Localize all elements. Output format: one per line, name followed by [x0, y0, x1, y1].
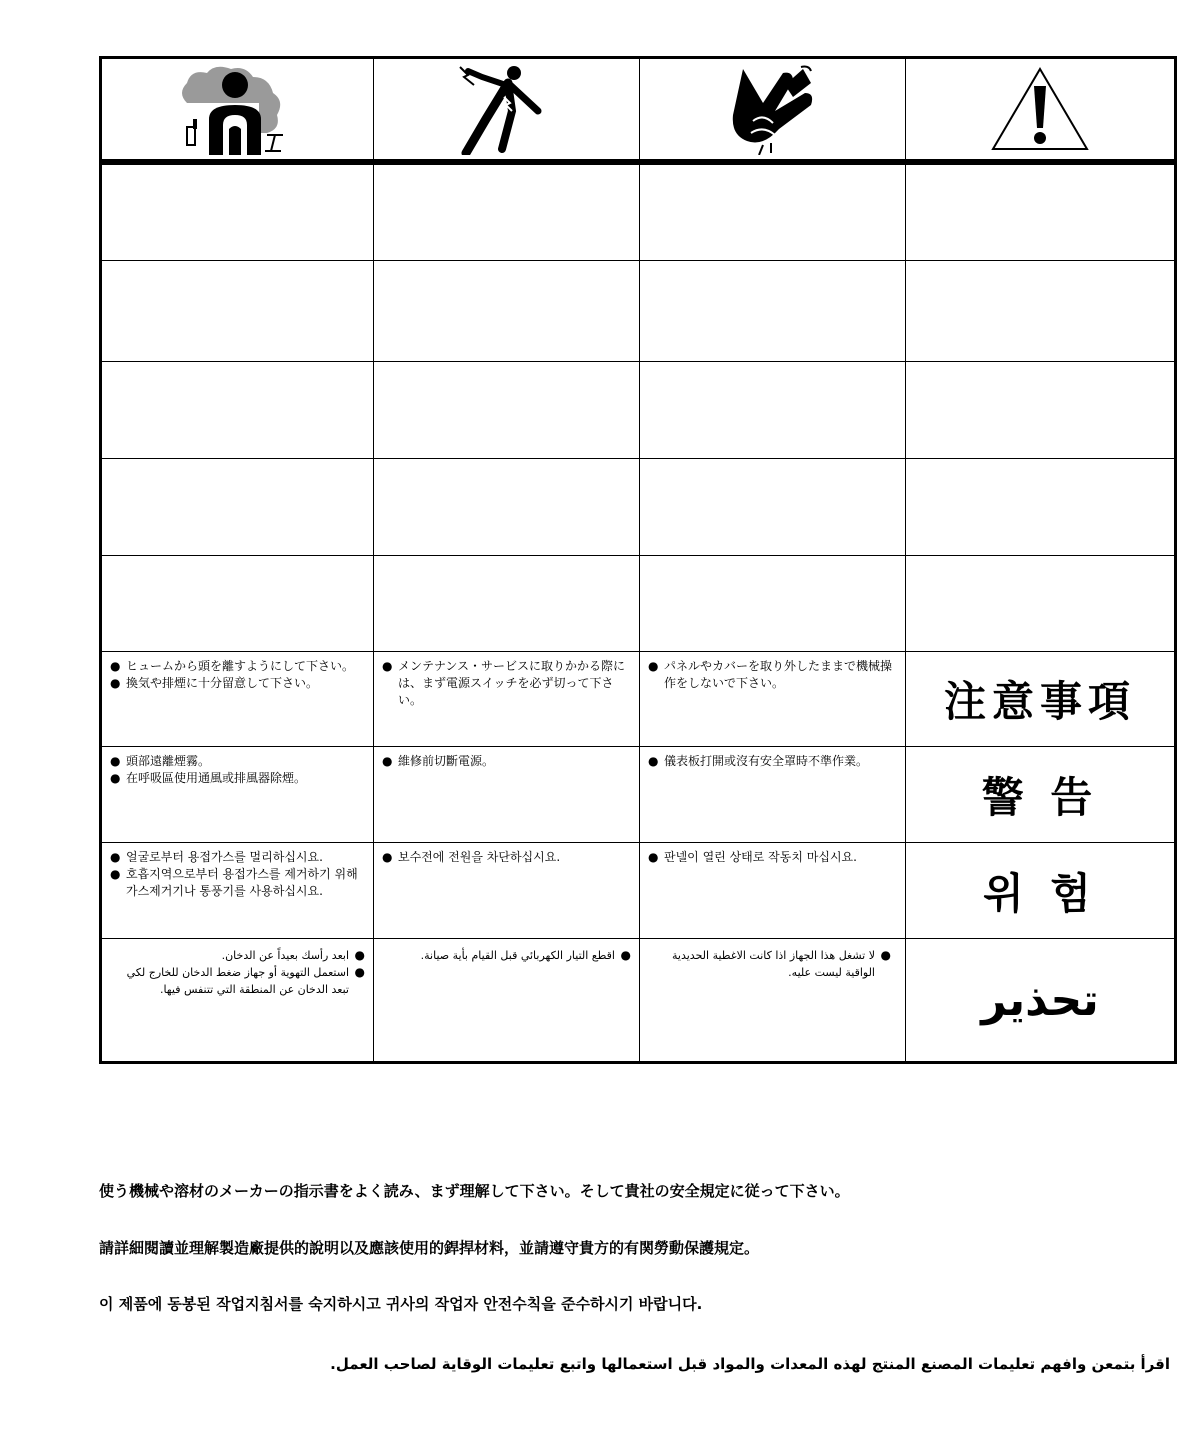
chinese-fumes-cell [102, 747, 374, 842]
empty-cell [906, 556, 1174, 651]
list-item: ● 在呼吸區使用通風或排風器除煙。 [110, 770, 367, 787]
list-item: ● ヒュームから頭を離すようにして下さい。 [110, 658, 367, 675]
korean-hand-cell [640, 843, 906, 938]
footer-chinese: 請詳細閱讀並理解製造廠提供的說明以及應該使用的銲捍材料，並請遵守貴方的有関勞動保護規定。 [99, 1239, 760, 1257]
list-item: ● パネルやカバーを取り外したままで機械操作をしないで下さい。 [648, 658, 899, 692]
list-item: ● 儀表板打開或沒有安全罩時不準作業。 [648, 753, 899, 770]
caution-icon-cell [906, 59, 1174, 159]
japanese-row [102, 652, 1174, 747]
korean-fumes-cell [102, 843, 374, 938]
list-item: ● 호흡지역으로부터 용접가스를 제거하기 위해 가스제거기나 통풍기를 사용하십시요. [110, 866, 367, 900]
warning-triangle-icon [990, 66, 1090, 152]
chinese-hand-cell [640, 747, 906, 842]
empty-cell [640, 362, 906, 458]
arabic-hand-cell [640, 939, 906, 1061]
shock-icon-cell [374, 59, 640, 159]
arabic-fumes-cell [102, 939, 374, 1061]
empty-cell [102, 362, 374, 458]
list-item: ● 換気や排煙に十分留意して下さい。 [110, 675, 367, 692]
list-item: ● 頭部遠離煙霧。 [110, 753, 367, 770]
empty-cell [640, 556, 906, 651]
list-item: ● 얼굴로부터 용접가스를 멀리하십시요. [110, 849, 367, 866]
chinese-shock-cell [374, 747, 640, 842]
empty-cell [906, 459, 1174, 555]
electric-shock-icon [452, 63, 562, 155]
japanese-heading-cell [906, 652, 1174, 746]
list-item: ● اقطع التيار الكهربائي قبل القيام بأية صيانة. [380, 947, 631, 964]
japanese-heading: 注意事項 [943, 677, 1136, 726]
icon-row [102, 59, 1174, 165]
fumes-icon-cell [102, 59, 374, 159]
hand-crush-icon [723, 63, 823, 155]
empty-cell [906, 261, 1174, 361]
empty-cell [374, 556, 640, 651]
empty-cell [906, 165, 1174, 260]
empty-cell [374, 362, 640, 458]
empty-cell [102, 459, 374, 555]
empty-cell [640, 459, 906, 555]
list-item: ● ابعد رأسك بعيداً عن الدخان. [108, 947, 365, 964]
korean-shock-cell [374, 843, 640, 938]
empty-cell [640, 165, 906, 260]
empty-cell [640, 261, 906, 361]
hand-icon-cell [640, 59, 906, 159]
empty-cell [374, 459, 640, 555]
empty-cell [374, 165, 640, 260]
chinese-row [102, 747, 1174, 843]
list-item: ● 판넬이 열린 상태로 작동치 마십시요. [648, 849, 899, 866]
footer-korean: 이 제품에 동봉된 작업지침서를 숙지하시고 귀사의 작업자 안전수칙을 준수하시기 바랍니다. [99, 1295, 703, 1313]
arabic-heading-cell [906, 939, 1174, 1061]
empty-row [102, 165, 1174, 261]
japanese-shock-cell [374, 652, 640, 746]
japanese-hand-cell [640, 652, 906, 746]
chinese-heading-cell [906, 747, 1174, 842]
list-item: ● 보수전에 전원을 차단하십시요. [382, 849, 633, 866]
empty-cell [102, 165, 374, 260]
footer-arabic: اقرأ بتمعن وافهم تعليمات المصنع المنتج لهذه المعدات والمواد قبل استعمالها واتبع تعليمات الوقاية لصاحب العمل. [330, 1355, 1170, 1373]
list-item: ● 維修前切斷電源。 [382, 753, 633, 770]
empty-row [102, 459, 1174, 556]
empty-cell [906, 362, 1174, 458]
empty-row [102, 556, 1174, 652]
arabic-heading: تحذير [981, 974, 1099, 1026]
korean-row [102, 843, 1174, 939]
empty-cell [102, 261, 374, 361]
empty-cell [102, 556, 374, 651]
empty-row [102, 261, 1174, 362]
empty-row [102, 362, 1174, 459]
fume-inhalation-icon [173, 63, 303, 155]
arabic-shock-cell [374, 939, 640, 1061]
empty-cell [374, 261, 640, 361]
korean-heading-cell [906, 843, 1174, 938]
arabic-row [102, 939, 1174, 1061]
warning-table [99, 56, 1177, 1064]
footer-japanese: 使う機械や溶材のメーカーの指示書をよく読み、まず理解して下さい。そして貴社の安全規定に従って下さい。 [99, 1182, 850, 1200]
japanese-fumes-cell [102, 652, 374, 746]
list-item: ● استعمل التهوية أو جهاز ضغط الدخان للخارج لكي تبعد الدخان عن المنطقة التي تتنفس فيها. [108, 964, 365, 998]
korean-heading: 위 험 [983, 868, 1097, 918]
chinese-heading: 警 告 [981, 772, 1099, 822]
list-item: ● メンテナンス・サービスに取りかかる際には、まず電源スイッチを必ず切って下さい。 [382, 658, 633, 709]
list-item: ● لا تشغل هذا الجهاز اذا كانت الاغطية الحديدية الواقية ليست عليه. [646, 947, 891, 981]
